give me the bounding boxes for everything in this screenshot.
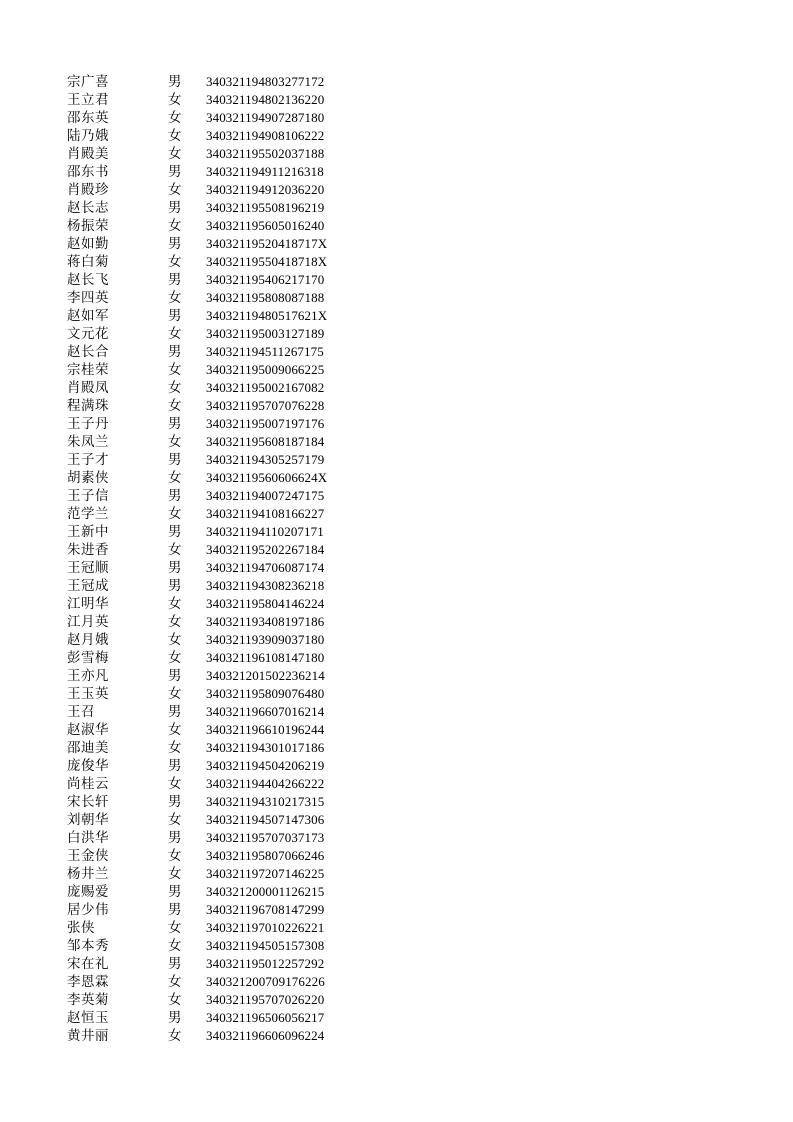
person-gender: 男 [168, 1010, 182, 1026]
person-id-number: 340321194511267175 [206, 344, 324, 359]
list-item [67, 721, 327, 739]
list-item [67, 577, 327, 595]
person-name: 张侠 [67, 920, 95, 936]
person-name: 李四英 [67, 290, 109, 306]
person-name: 赵如勤 [67, 236, 109, 252]
person-id-number: 340321196610196244 [206, 722, 325, 737]
list-item [67, 991, 327, 1009]
person-name: 赵恒玉 [67, 1010, 109, 1026]
list-item [67, 325, 327, 343]
person-name: 江月英 [67, 614, 109, 630]
person-id-number: 340321195508196219 [206, 200, 325, 215]
person-gender: 女 [168, 974, 182, 990]
person-id-number: 340321195608187184 [206, 434, 325, 449]
list-item [67, 667, 327, 685]
list-item [67, 739, 327, 757]
person-name: 文元花 [67, 326, 109, 342]
list-item [67, 559, 327, 577]
person-id-number: 340321194310217315 [206, 794, 325, 809]
list-item [67, 685, 327, 703]
person-name: 居少伟 [67, 902, 109, 918]
person-gender: 男 [168, 308, 182, 324]
person-id-number: 340321194802136220 [206, 92, 325, 107]
person-name: 王冠顺 [67, 560, 109, 576]
person-gender: 女 [168, 254, 182, 270]
person-name: 庞俊华 [67, 758, 109, 774]
person-gender: 女 [168, 182, 182, 198]
person-gender: 女 [168, 542, 182, 558]
person-id-number: 340321197010226221 [206, 920, 325, 935]
person-id-number: 340321194803277172 [206, 74, 325, 89]
list-item [67, 757, 327, 775]
list-item [67, 199, 327, 217]
person-name: 胡素侠 [67, 470, 109, 486]
person-gender: 男 [168, 452, 182, 468]
person-gender: 男 [168, 344, 182, 360]
person-id-number: 340321195808087188 [206, 290, 325, 305]
person-id-number: 340321195003127189 [206, 326, 325, 341]
person-id-number: 340321194507147306 [206, 812, 325, 827]
person-name: 肖殿珍 [67, 182, 109, 198]
person-name: 肖殿凤 [67, 380, 109, 396]
list-item [67, 793, 327, 811]
person-name: 赵月娥 [67, 632, 109, 648]
person-id-number: 340321194504206219 [206, 758, 325, 773]
person-name: 王玉英 [67, 686, 109, 702]
person-id-number: 34032119560606624X [206, 470, 328, 485]
person-name: 宋在礼 [67, 956, 109, 972]
person-id-number: 340321196506056217 [206, 1010, 325, 1025]
list-item [67, 433, 327, 451]
person-gender: 男 [168, 416, 182, 432]
person-name: 赵长飞 [67, 272, 109, 288]
person-name: 刘朝华 [67, 812, 109, 828]
person-name: 王新中 [67, 524, 109, 540]
person-name: 朱凤兰 [67, 434, 109, 450]
person-gender: 男 [168, 488, 182, 504]
person-gender: 女 [168, 992, 182, 1008]
list-item [67, 271, 327, 289]
list-item [67, 919, 327, 937]
person-id-number: 340321195809076480 [206, 686, 325, 701]
list-item [67, 541, 327, 559]
person-name: 王亦凡 [67, 668, 109, 684]
person-id-number: 340321201502236214 [206, 668, 325, 683]
person-gender: 男 [168, 578, 182, 594]
person-id-number: 340321194907287180 [206, 110, 325, 125]
list-item [67, 397, 327, 415]
person-id-number: 340321195707026220 [206, 992, 325, 1007]
person-gender: 女 [168, 326, 182, 342]
person-name: 邵东书 [67, 164, 109, 180]
person-id-number: 340321195807066246 [206, 848, 325, 863]
list-item [67, 487, 327, 505]
person-gender: 男 [168, 704, 182, 720]
list-item [67, 649, 327, 667]
person-name: 白洪华 [67, 830, 109, 846]
list-item [67, 163, 327, 181]
person-gender: 男 [168, 956, 182, 972]
person-id-number: 340321194908106222 [206, 128, 325, 143]
person-gender: 女 [168, 848, 182, 864]
list-item [67, 361, 327, 379]
person-id-number: 340321195009066225 [206, 362, 325, 377]
person-name: 赵淑华 [67, 722, 109, 738]
person-name: 王立君 [67, 92, 109, 108]
person-gender: 男 [168, 794, 182, 810]
person-gender: 女 [168, 740, 182, 756]
person-gender: 男 [168, 524, 182, 540]
person-name: 黄井丽 [67, 1028, 109, 1044]
person-name: 肖殿美 [67, 146, 109, 162]
list-item [67, 883, 327, 901]
list-item [67, 613, 327, 631]
list-item [67, 217, 327, 235]
person-gender: 女 [168, 776, 182, 792]
person-name: 王召 [67, 704, 95, 720]
person-id-number: 340321200001126215 [206, 884, 325, 899]
person-name: 宗桂荣 [67, 362, 109, 378]
list-item [67, 379, 327, 397]
list-item [67, 289, 327, 307]
person-name: 杨井兰 [67, 866, 109, 882]
list-item [67, 415, 327, 433]
person-id-number: 34032119550418718X [206, 254, 328, 269]
person-list [67, 73, 327, 1045]
person-gender: 女 [168, 596, 182, 612]
person-name: 江明华 [67, 596, 109, 612]
person-id-number: 340321196708147299 [206, 902, 325, 917]
person-gender: 女 [168, 146, 182, 162]
person-id-number: 340321195406217170 [206, 272, 325, 287]
list-item [67, 901, 327, 919]
list-item [67, 307, 327, 325]
person-gender: 女 [168, 128, 182, 144]
person-gender: 男 [168, 560, 182, 576]
person-gender: 男 [168, 200, 182, 216]
list-item [67, 505, 327, 523]
person-name: 赵如军 [67, 308, 109, 324]
person-gender: 女 [168, 614, 182, 630]
person-gender: 女 [168, 812, 182, 828]
list-item [67, 811, 327, 829]
list-item [67, 1009, 327, 1027]
person-name: 尚桂云 [67, 776, 109, 792]
person-name: 蒋白菊 [67, 254, 109, 270]
person-gender: 女 [168, 362, 182, 378]
list-item [67, 1027, 327, 1045]
person-gender: 男 [168, 884, 182, 900]
person-name: 邵东英 [67, 110, 109, 126]
person-id-number: 340321195007197176 [206, 416, 325, 431]
person-name: 杨振荣 [67, 218, 109, 234]
person-name: 宗广喜 [67, 74, 109, 90]
person-name: 范学兰 [67, 506, 109, 522]
person-gender: 女 [168, 866, 182, 882]
person-gender: 女 [168, 380, 182, 396]
list-item [67, 829, 327, 847]
person-gender: 女 [168, 722, 182, 738]
person-id-number: 340321195002167082 [206, 380, 325, 395]
person-id-number: 340321194706087174 [206, 560, 325, 575]
person-id-number: 340321194301017186 [206, 740, 325, 755]
person-id-number: 340321197207146225 [206, 866, 325, 881]
list-item [67, 253, 327, 271]
person-gender: 女 [168, 686, 182, 702]
list-item [67, 631, 327, 649]
person-name: 王金侠 [67, 848, 109, 864]
person-name: 王子才 [67, 452, 109, 468]
person-gender: 男 [168, 236, 182, 252]
list-item [67, 595, 327, 613]
list-item [67, 91, 327, 109]
person-name: 陆乃娥 [67, 128, 109, 144]
person-name: 李恩霖 [67, 974, 109, 990]
person-id-number: 34032119520418717X [206, 236, 328, 251]
person-id-number: 340321196108147180 [206, 650, 325, 665]
list-item [67, 847, 327, 865]
list-item [67, 973, 327, 991]
person-gender: 男 [168, 272, 182, 288]
list-item [67, 469, 327, 487]
person-id-number: 340321194305257179 [206, 452, 325, 467]
person-gender: 女 [168, 650, 182, 666]
list-item [67, 145, 327, 163]
person-name: 王子信 [67, 488, 109, 504]
person-gender: 男 [168, 830, 182, 846]
person-gender: 女 [168, 290, 182, 306]
person-id-number: 340321194308236218 [206, 578, 325, 593]
person-id-number: 340321200709176226 [206, 974, 325, 989]
person-name: 朱进香 [67, 542, 109, 558]
person-gender: 男 [168, 74, 182, 90]
person-id-number: 340321194108166227 [206, 506, 325, 521]
person-gender: 女 [168, 506, 182, 522]
person-name: 李英菊 [67, 992, 109, 1008]
list-item [67, 235, 327, 253]
person-id-number: 340321196606096224 [206, 1028, 325, 1043]
person-id-number: 340321194110207171 [206, 524, 324, 539]
person-name: 庞赐爱 [67, 884, 109, 900]
person-id-number: 340321195202267184 [206, 542, 325, 557]
list-item [67, 523, 327, 541]
list-item [67, 73, 327, 91]
person-gender: 女 [168, 434, 182, 450]
list-item [67, 955, 327, 973]
person-id-number: 340321195707076228 [206, 398, 325, 413]
person-id-number: 340321195605016240 [206, 218, 325, 233]
list-item [67, 181, 327, 199]
person-id-number: 340321195012257292 [206, 956, 325, 971]
list-item [67, 109, 327, 127]
person-id-number: 340321194911216318 [206, 164, 324, 179]
person-id-number: 340321195804146224 [206, 596, 325, 611]
person-id-number: 340321193408197186 [206, 614, 325, 629]
list-item [67, 775, 327, 793]
person-gender: 女 [168, 1028, 182, 1044]
person-name: 邹本秀 [67, 938, 109, 954]
list-item [67, 127, 327, 145]
person-name: 赵长志 [67, 200, 109, 216]
person-gender: 女 [168, 110, 182, 126]
person-name: 彭雪梅 [67, 650, 109, 666]
person-id-number: 340321194912036220 [206, 182, 325, 197]
person-name: 宋长轩 [67, 794, 109, 810]
person-name: 赵长合 [67, 344, 109, 360]
list-item [67, 451, 327, 469]
person-name: 邵迪美 [67, 740, 109, 756]
list-item [67, 937, 327, 955]
person-name: 王冠成 [67, 578, 109, 594]
person-gender: 男 [168, 758, 182, 774]
person-id-number: 340321195707037173 [206, 830, 325, 845]
person-id-number: 34032119480517621X [206, 308, 328, 323]
person-name: 程满珠 [67, 398, 109, 414]
person-id-number: 340321196607016214 [206, 704, 325, 719]
person-gender: 女 [168, 398, 182, 414]
person-id-number: 340321193909037180 [206, 632, 325, 647]
person-gender: 女 [168, 920, 182, 936]
person-id-number: 340321194007247175 [206, 488, 325, 503]
person-gender: 女 [168, 632, 182, 648]
person-id-number: 340321195502037188 [206, 146, 325, 161]
person-gender: 男 [168, 902, 182, 918]
person-id-number: 340321194404266222 [206, 776, 325, 791]
person-gender: 女 [168, 938, 182, 954]
list-item [67, 343, 327, 361]
person-id-number: 340321194505157308 [206, 938, 325, 953]
person-gender: 女 [168, 470, 182, 486]
person-gender: 男 [168, 668, 182, 684]
list-item [67, 865, 327, 883]
person-gender: 男 [168, 164, 182, 180]
person-name: 王子丹 [67, 416, 109, 432]
list-item [67, 703, 327, 721]
person-gender: 女 [168, 92, 182, 108]
person-gender: 女 [168, 218, 182, 234]
